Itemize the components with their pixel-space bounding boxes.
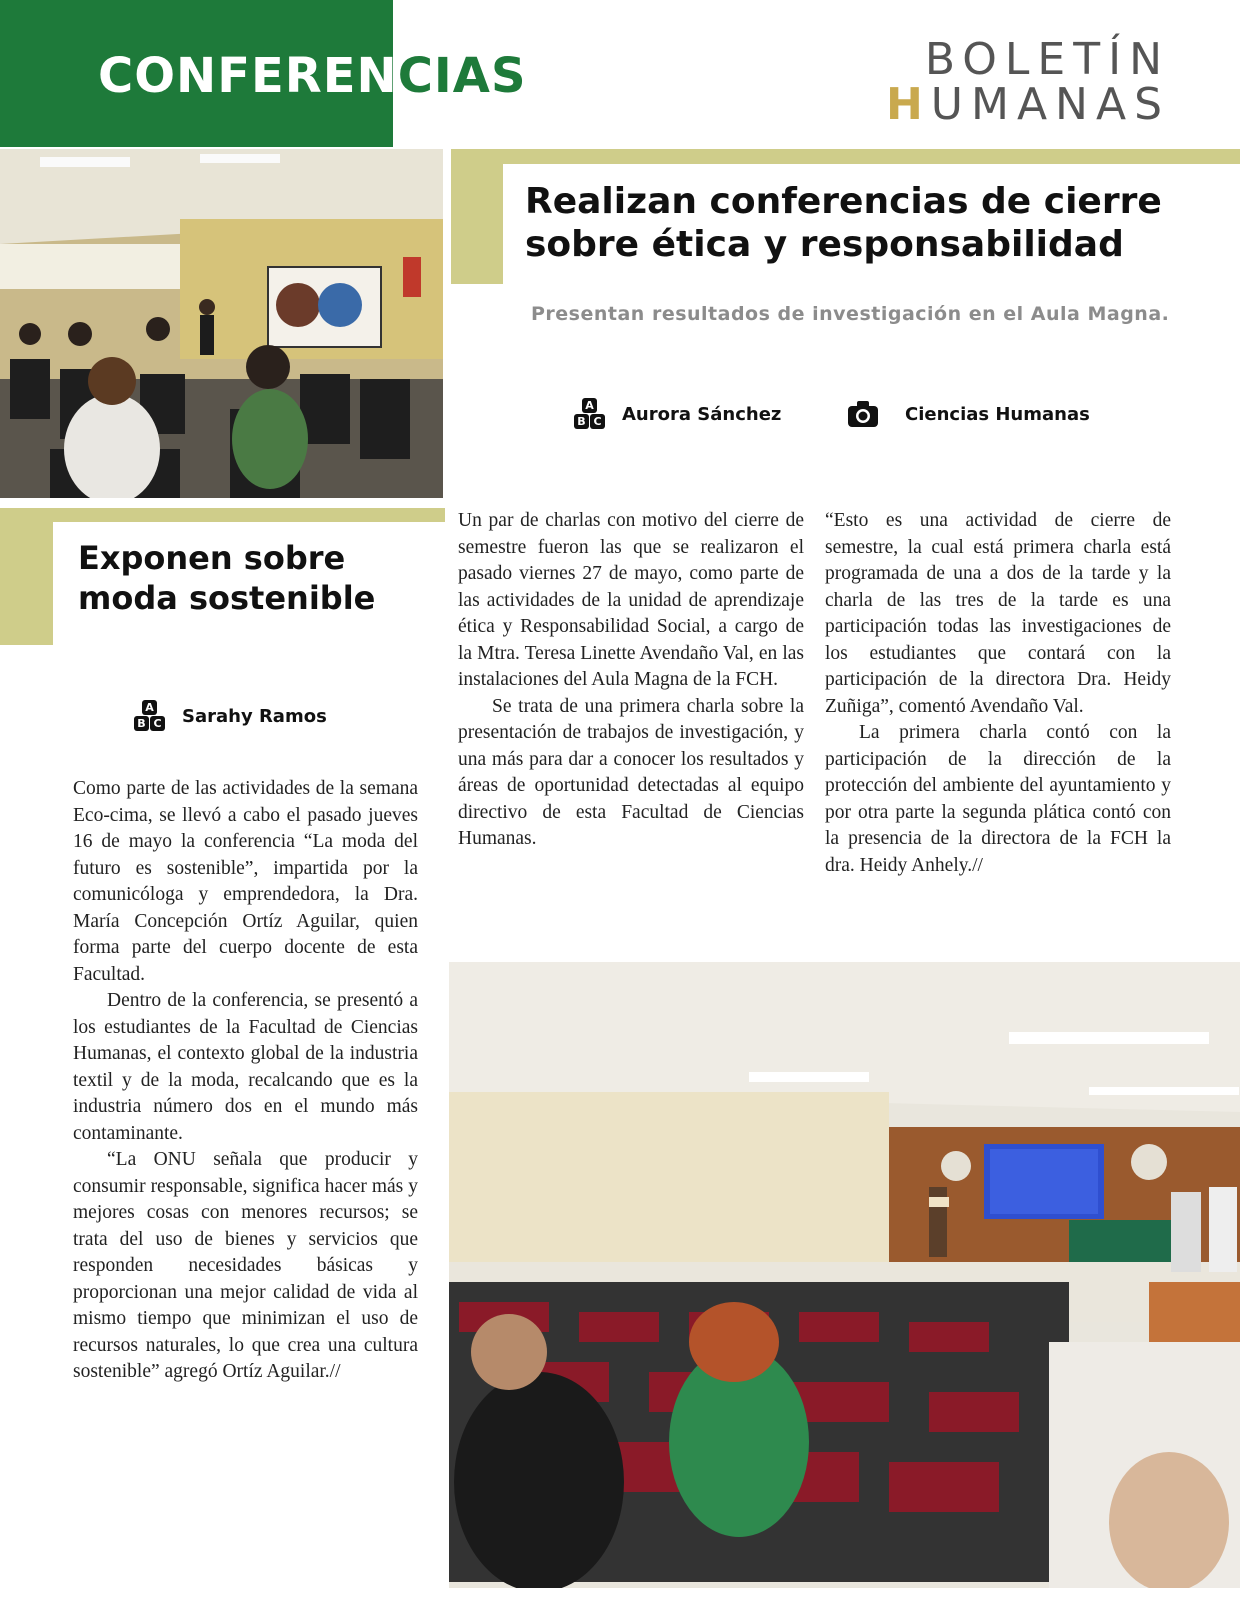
abc-icon: A B C [134, 700, 166, 732]
main-headline: Realizan conferencias de cierre sobre ética y responsabilidad [525, 181, 1162, 265]
abc-icon: A B C [574, 398, 606, 430]
main-author-byline [574, 398, 781, 430]
brand-line1: BOLETÍN [924, 34, 1170, 85]
side-author-byline [134, 700, 327, 732]
main-article-col1 [458, 508, 804, 853]
photo-credit: Ciencias Humanas [905, 403, 1090, 425]
side-author: Sarahy Ramos [182, 705, 327, 727]
camera-icon [847, 400, 879, 428]
main-article-col2 [825, 508, 1171, 879]
side-headline: Exponen sobre moda sostenible [78, 539, 376, 617]
paragraph: Se trata de una primera charla sobre la presentación de trabajos de investigación, y una más para dar a conocer los resultados y áreas de oportunidad detectadas al equipo directivo de esta Facultad de Ciencias Humanas. [458, 695, 804, 849]
side-article-body [73, 776, 418, 1386]
section-title: CONFERENCIAS [98, 48, 527, 104]
paragraph: Como parte de las actividades de la semana Eco-cima, se llevó a cabo el pasado jueves 16 de mayo la conferencia “La moda del futuro es sostenible”, impartida por la comunicóloga y emprendedora, la Dra. María Concepción Ortíz Aguilar, quien forma parte del cuerpo docente de esta Facultad. [73, 778, 418, 985]
brand-logo [870, 34, 1170, 130]
main-subtitle: Presentan resultados de investigación en el Aula Magna. [531, 303, 1170, 325]
paragraph: Dentro de la conferencia, se presentó a los estudiantes de la Facultad de Ciencias Humanas, el contexto global de la industria textil y de la moda, recalcando que es la industria número dos en el mundo más contaminante. [73, 990, 418, 1144]
paragraph: “Esto es una actividad de cierre de semestre, la cual está primera charla está programada de una a dos de la tarde y la charla de las tres de la tarde es una participación todas las investigaciones de los estudiantes que contará con la participación de la directora Dra. Heidy Zuñiga”, comentó Avendaño Val. [825, 510, 1171, 717]
brand-line2: HUMANAS [885, 79, 1170, 130]
auditorium-photo [449, 962, 1240, 1588]
paragraph: “La ONU señala que producir y consumir responsable, significa hacer más y mejores cosas con menores recursos; se trata del uso de bienes y servicios que responden necesidades básicas y proporcionan una mejor calidad de vida al mismo tiempo que minimizan el uso de recursos naturales, lo que crea una cultura sostenible” agregó Ortíz Aguilar.// [73, 1149, 418, 1382]
photo-credit-byline [847, 400, 1090, 428]
main-author: Aurora Sánchez [622, 403, 782, 425]
paragraph: La primera charla contó con la participación de la dirección de la protección del ambiente del ayuntamiento y por otra parte la segunda plática contó con la presencia de la directora de la FCH la dra. Heidy Anhely.// [825, 722, 1171, 876]
paragraph: Un par de charlas con motivo del cierre de semestre fueron las que se realizaron el pasado viernes 27 de mayo, como parte de las actividades de la unidad de aprendizaje ética y Responsabilidad Social, a cargo de la Mtra. Teresa Linette Avendaño Val, en las instalaciones del Aula Magna de la FCH. [458, 510, 804, 690]
classroom-photo [0, 149, 443, 498]
